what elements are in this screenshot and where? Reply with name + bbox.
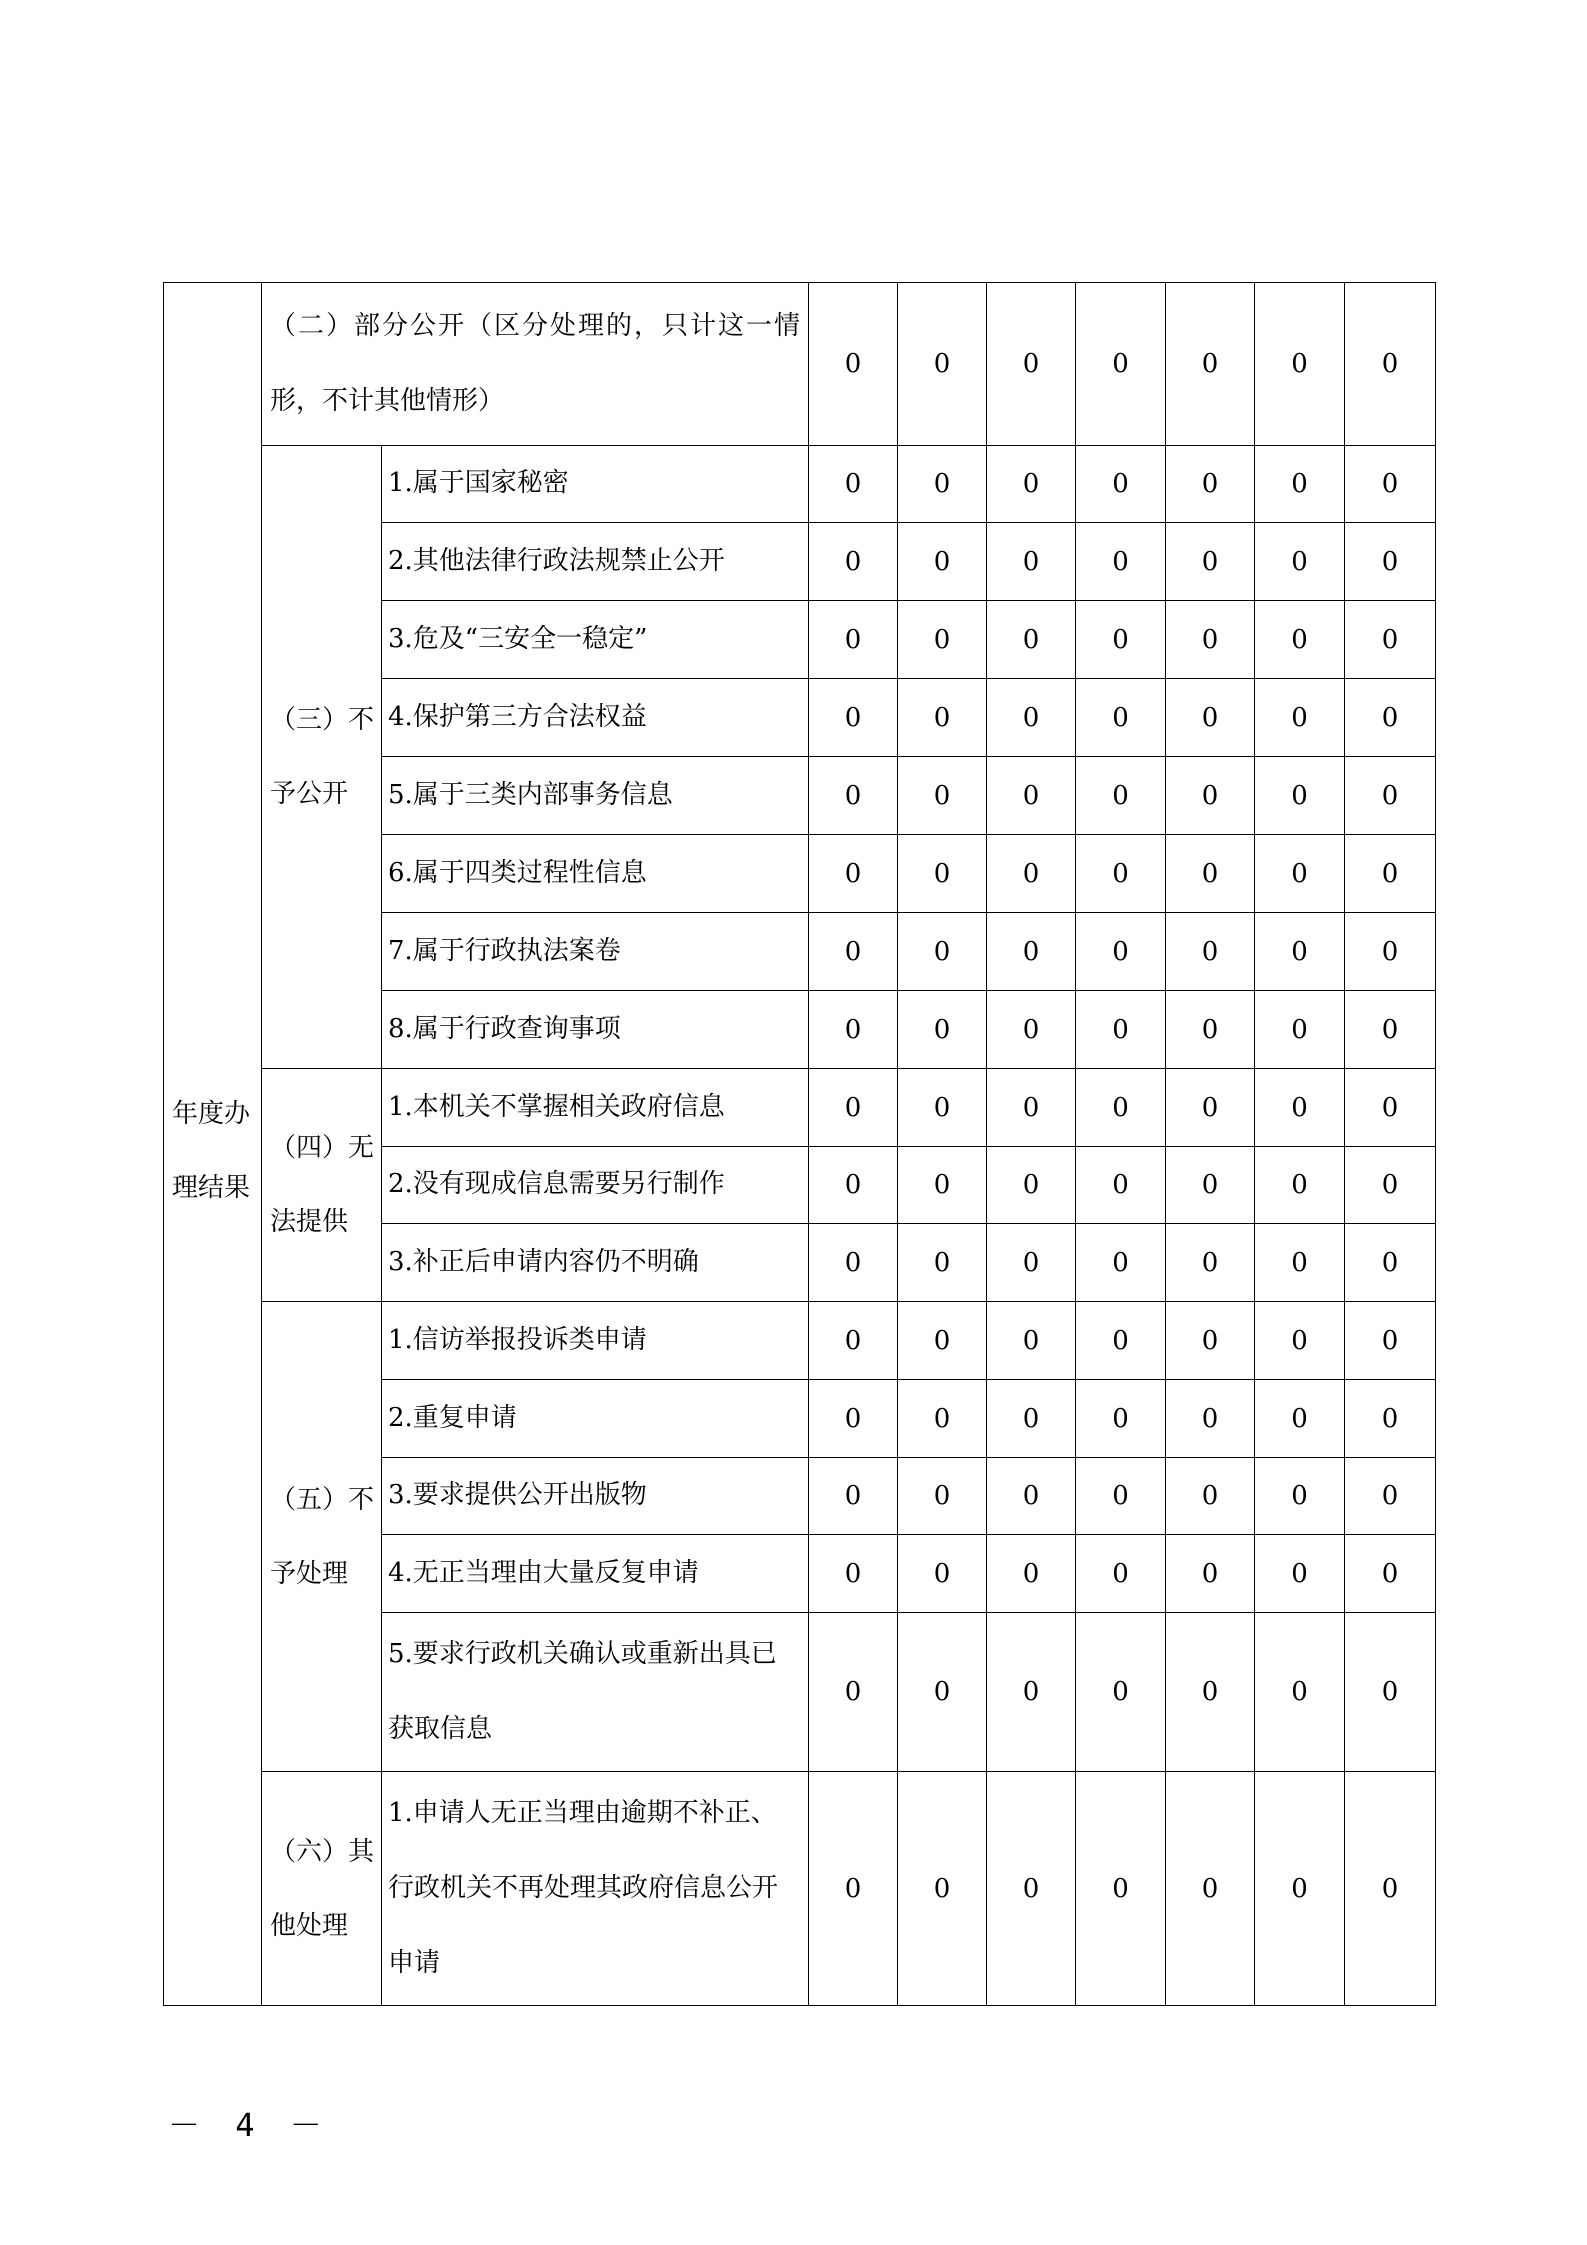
table-row	[164, 1772, 1436, 2006]
value-cell: 0	[1166, 1069, 1255, 1147]
value-cell: 0	[898, 523, 987, 601]
table-row	[164, 446, 1436, 523]
value-cell: 0	[898, 1458, 987, 1535]
value-cell: 0	[1255, 1147, 1345, 1224]
value-cell: 0	[1076, 446, 1166, 523]
value-cell: 0	[1255, 1069, 1345, 1147]
value-cell: 0	[987, 446, 1076, 523]
value-cell: 0	[987, 1535, 1076, 1613]
group-label-cannot-provide: （四）无法提供	[262, 1069, 382, 1302]
value-cell: 0	[1166, 1458, 1255, 1535]
item-label: 1.属于国家秘密	[382, 446, 809, 523]
item-label: 3.要求提供公开出版物	[382, 1458, 809, 1535]
value-cell: 0	[987, 1380, 1076, 1458]
value-cell: 0	[1345, 283, 1436, 446]
value-cell: 0	[1255, 283, 1345, 446]
value-cell: 0	[809, 523, 898, 601]
item-label: 5.属于三类内部事务信息	[382, 757, 809, 835]
value-cell: 0	[1345, 1535, 1436, 1613]
value-cell: 0	[1255, 913, 1345, 991]
value-cell: 0	[1076, 1302, 1166, 1380]
item-label: 2.重复申请	[382, 1380, 809, 1458]
value-cell: 0	[1166, 523, 1255, 601]
value-cell: 0	[1166, 913, 1255, 991]
value-cell: 0	[987, 601, 1076, 679]
value-cell: 0	[1255, 1535, 1345, 1613]
value-cell: 0	[1076, 1613, 1166, 1772]
value-cell: 0	[1166, 1302, 1255, 1380]
group-label-other-processing: （六）其他处理	[262, 1772, 382, 2006]
value-cell: 0	[987, 1613, 1076, 1772]
value-cell: 0	[1345, 1069, 1436, 1147]
value-cell: 0	[1076, 991, 1166, 1069]
item-label: 1.申请人无正当理由逾期不补正、行政机关不再处理其政府信息公开申请	[382, 1772, 809, 2006]
value-cell: 0	[809, 1069, 898, 1147]
value-cell: 0	[809, 1224, 898, 1302]
value-cell: 0	[1255, 1458, 1345, 1535]
value-cell: 0	[1345, 679, 1436, 757]
item-label: 5.要求行政机关确认或重新出具已获取信息	[382, 1613, 809, 1772]
value-cell: 0	[1345, 913, 1436, 991]
value-cell: 0	[1076, 757, 1166, 835]
value-cell: 0	[809, 1772, 898, 2006]
value-cell: 0	[987, 913, 1076, 991]
value-cell: 0	[898, 757, 987, 835]
value-cell: 0	[987, 835, 1076, 913]
value-cell: 0	[987, 1458, 1076, 1535]
value-cell: 0	[1255, 1380, 1345, 1458]
value-cell: 0	[809, 913, 898, 991]
value-cell: 0	[1076, 1224, 1166, 1302]
value-cell: 0	[987, 991, 1076, 1069]
value-cell: 0	[987, 523, 1076, 601]
value-cell: 0	[809, 835, 898, 913]
value-cell: 0	[809, 991, 898, 1069]
value-cell: 0	[1255, 1613, 1345, 1772]
value-cell: 0	[898, 1772, 987, 2006]
value-cell: 0	[809, 446, 898, 523]
value-cell: 0	[898, 1302, 987, 1380]
value-cell: 0	[1255, 835, 1345, 913]
value-cell: 0	[809, 1147, 898, 1224]
value-cell: 0	[1345, 1147, 1436, 1224]
value-cell: 0	[809, 1380, 898, 1458]
value-cell: 0	[1345, 1380, 1436, 1458]
value-cell: 0	[1255, 1302, 1345, 1380]
item-label: 1.信访举报投诉类申请	[382, 1302, 809, 1380]
value-cell: 0	[809, 1458, 898, 1535]
value-cell: 0	[1076, 601, 1166, 679]
value-cell: 0	[1345, 446, 1436, 523]
item-label: 4.无正当理由大量反复申请	[382, 1535, 809, 1613]
value-cell: 0	[809, 757, 898, 835]
value-cell: 0	[1255, 679, 1345, 757]
table-row	[164, 1069, 1436, 1147]
table-body	[164, 283, 1436, 2006]
value-cell: 0	[1076, 1535, 1166, 1613]
value-cell: 0	[1166, 283, 1255, 446]
value-cell: 0	[1255, 523, 1345, 601]
value-cell: 0	[1166, 446, 1255, 523]
value-cell: 0	[1345, 1613, 1436, 1772]
value-cell: 0	[1166, 679, 1255, 757]
item-label: 2.没有现成信息需要另行制作	[382, 1147, 809, 1224]
value-cell: 0	[898, 991, 987, 1069]
value-cell: 0	[898, 835, 987, 913]
value-cell: 0	[987, 1069, 1076, 1147]
value-cell: 0	[1345, 991, 1436, 1069]
value-cell: 0	[1255, 757, 1345, 835]
value-cell: 0	[1166, 1535, 1255, 1613]
partial-open-label: （二）部分公开（区分处理的，只计这一情形，不计其他情形）	[262, 283, 809, 446]
value-cell: 0	[1345, 1772, 1436, 2006]
value-cell: 0	[898, 679, 987, 757]
value-cell: 0	[1255, 601, 1345, 679]
value-cell: 0	[1166, 1772, 1255, 2006]
item-label: 3.危及“三安全一稳定”	[382, 601, 809, 679]
value-cell: 0	[1076, 283, 1166, 446]
value-cell: 0	[1076, 1458, 1166, 1535]
item-label: 6.属于四类过程性信息	[382, 835, 809, 913]
value-cell: 0	[1255, 1772, 1345, 2006]
value-cell: 0	[898, 1613, 987, 1772]
value-cell: 0	[1345, 835, 1436, 913]
value-cell: 0	[1076, 913, 1166, 991]
value-cell: 0	[1166, 835, 1255, 913]
value-cell: 0	[898, 1069, 987, 1147]
value-cell: 0	[1166, 1613, 1255, 1772]
table-row	[164, 283, 1436, 446]
value-cell: 0	[1166, 1380, 1255, 1458]
value-cell: 0	[1255, 991, 1345, 1069]
value-cell: 0	[1345, 1458, 1436, 1535]
item-label: 3.补正后申请内容仍不明确	[382, 1224, 809, 1302]
value-cell: 0	[898, 446, 987, 523]
group-label-not-disclosed: （三）不予公开	[262, 446, 382, 1069]
value-cell: 0	[987, 1302, 1076, 1380]
value-cell: 0	[809, 283, 898, 446]
value-cell: 0	[987, 1772, 1076, 2006]
value-cell: 0	[1345, 1224, 1436, 1302]
item-label: 4.保护第三方合法权益	[382, 679, 809, 757]
disclosure-results-table	[163, 282, 1436, 2006]
value-cell: 0	[1345, 757, 1436, 835]
value-cell: 0	[898, 1535, 987, 1613]
value-cell: 0	[1345, 1302, 1436, 1380]
value-cell: 0	[1166, 757, 1255, 835]
value-cell: 0	[987, 1147, 1076, 1224]
value-cell: 0	[809, 1302, 898, 1380]
value-cell: 0	[1076, 835, 1166, 913]
value-cell: 0	[1076, 679, 1166, 757]
value-cell: 0	[1166, 601, 1255, 679]
page-number: － 4 －	[168, 2106, 330, 2144]
value-cell: 0	[1076, 523, 1166, 601]
value-cell: 0	[898, 283, 987, 446]
value-cell: 0	[1166, 991, 1255, 1069]
value-cell: 0	[898, 1147, 987, 1224]
item-label: 2.其他法律行政法规禁止公开	[382, 523, 809, 601]
value-cell: 0	[1166, 1147, 1255, 1224]
value-cell: 0	[1255, 1224, 1345, 1302]
value-cell: 0	[1076, 1772, 1166, 2006]
table-row	[164, 1302, 1436, 1380]
value-cell: 0	[1076, 1147, 1166, 1224]
value-cell: 0	[809, 601, 898, 679]
annual-result-label: 年度办理结果	[164, 283, 262, 2006]
value-cell: 0	[898, 913, 987, 991]
value-cell: 0	[987, 679, 1076, 757]
item-label: 8.属于行政查询事项	[382, 991, 809, 1069]
value-cell: 0	[1345, 523, 1436, 601]
value-cell: 0	[987, 757, 1076, 835]
value-cell: 0	[1076, 1069, 1166, 1147]
value-cell: 0	[809, 1535, 898, 1613]
item-label: 7.属于行政执法案卷	[382, 913, 809, 991]
value-cell: 0	[809, 1613, 898, 1772]
value-cell: 0	[809, 679, 898, 757]
value-cell: 0	[898, 601, 987, 679]
value-cell: 0	[1345, 601, 1436, 679]
value-cell: 0	[1076, 1380, 1166, 1458]
value-cell: 0	[987, 1224, 1076, 1302]
group-label-not-processed: （五）不予处理	[262, 1302, 382, 1772]
value-cell: 0	[1255, 446, 1345, 523]
value-cell: 0	[898, 1380, 987, 1458]
item-label: 1.本机关不掌握相关政府信息	[382, 1069, 809, 1147]
value-cell: 0	[987, 283, 1076, 446]
value-cell: 0	[898, 1224, 987, 1302]
value-cell: 0	[1166, 1224, 1255, 1302]
